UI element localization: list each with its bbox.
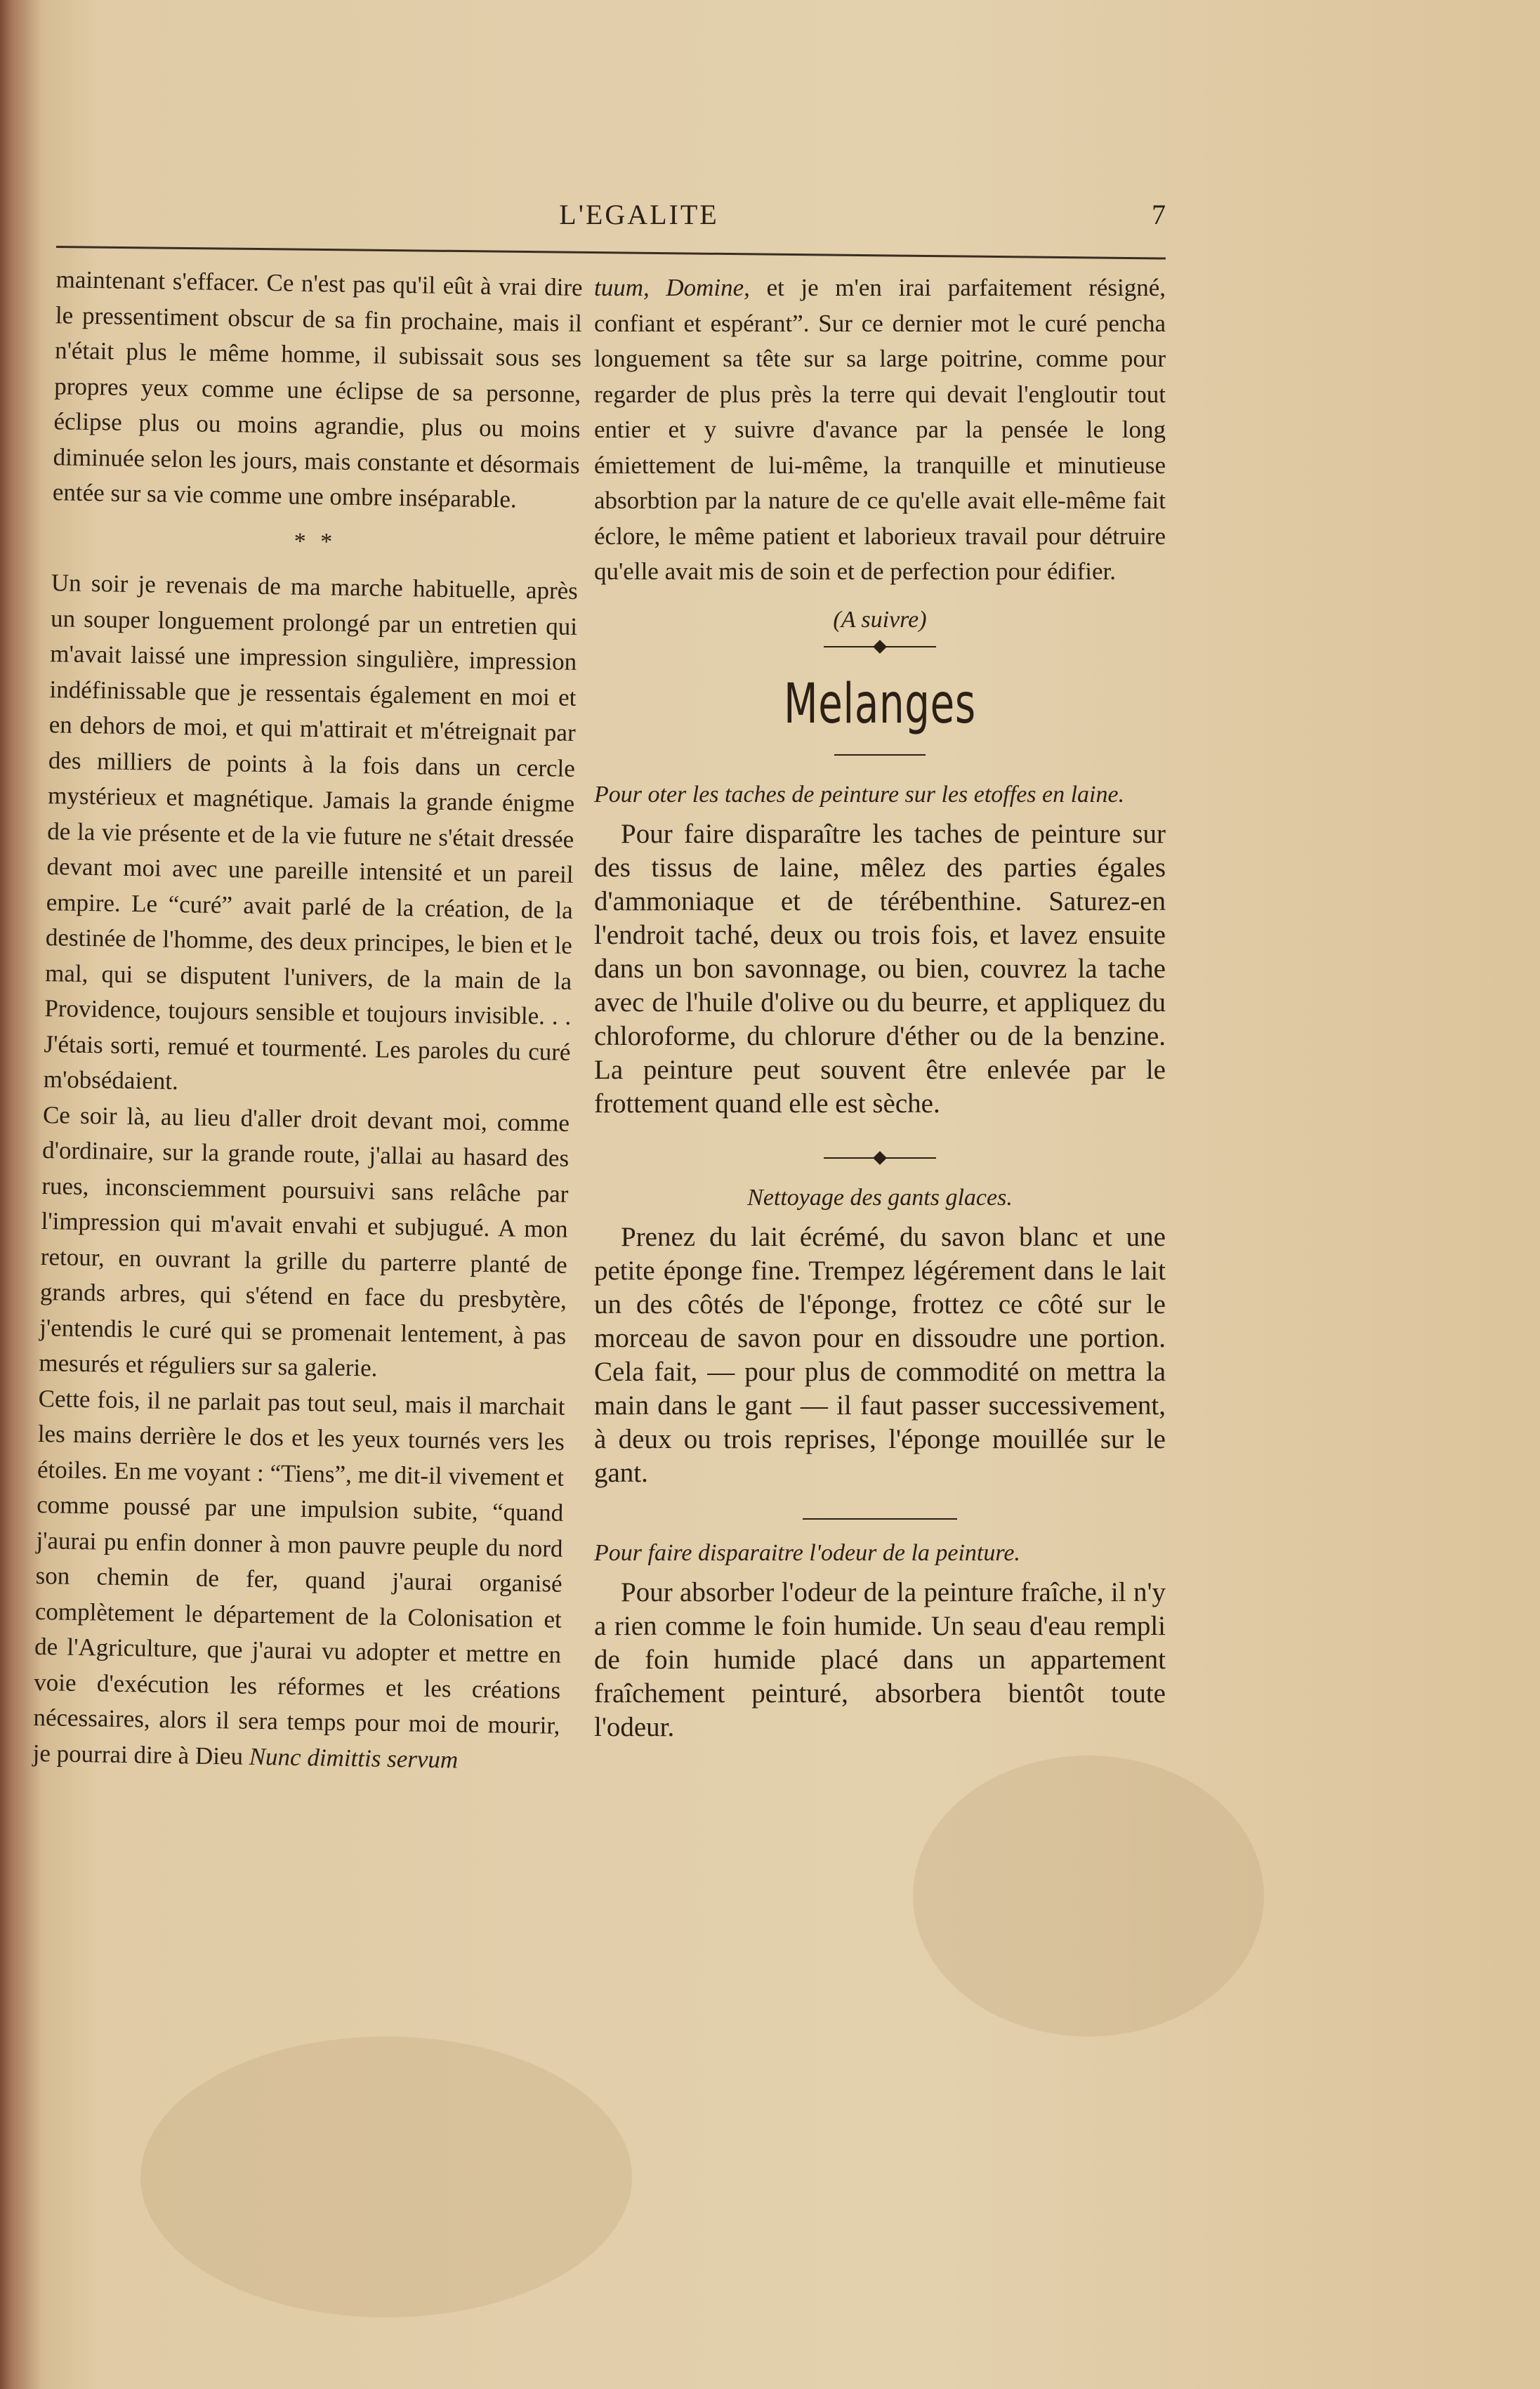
latin-quote: Nunc dimittis servum <box>249 1742 459 1773</box>
section-rule <box>803 1518 957 1520</box>
header-rule <box>56 246 1166 260</box>
paragraph <box>32 1381 565 1779</box>
paragraph-text: Cette fois, il ne parlait pas tout seul, mais il marchait les mains derrière le dos et les yeux tournés vers les étoiles. En me voyant : “Tiens”, me dit-il vivement et comme poussé par une impulsion subite, “quand j'aurai pu enfin donner à mon pauvre peuple du nord son chemin de fer, quand j'aurai organisé complètement le département de la Colonisation et de l'Agriculture, que j'aurai vu adopter et mettre en voie d'exécution les réformes et les créations nécessaires, alors il sera temps pour moi de mourir, je pourrai dire à Dieu <box>32 1384 565 1770</box>
paragraph <box>594 270 1166 590</box>
paragraph: Ce soir là, au lieu d'aller droit devant moi, comme d'ordinaire, sur la grande route, j'allai au hasard des rues, inconsciemment poursuivi sans relâche par l'impression qui m'avait envahi et subjugué. A mon retour, en ouvrant la grille du parterre planté de grands arbres, qui s'étend en face du presbytère, j'entendis le curé qui se promenait lentement, à pas mesurés et réguliers sur sa galerie. <box>39 1100 570 1382</box>
item-body: Prenez du lait écrémé, du savon blanc et une petite éponge fine. Trempez légérement dans le lait un des côtés de l'éponge, frottez ce côté sur le morceau de savon pour en dissoudre une portion. Cela fait, — pour plus de commodité on mettra la main dans le gant — il faut passer successivement, à deux ou trois reprises, l'éponge mouillée sur le gant. <box>594 1222 1166 1488</box>
latin-quote: tuum, Domine, <box>594 274 750 301</box>
item-heading: Nettoyage des gants glaces. <box>747 1185 1013 1211</box>
paper-stain <box>913 1756 1264 2036</box>
right-column <box>594 270 1166 1744</box>
item-heading: Pour faire disparaitre l'odeur de la peinture. <box>594 1540 1020 1566</box>
left-column <box>32 262 583 1779</box>
title-rule <box>834 754 926 756</box>
page-number: 7 <box>1152 199 1166 230</box>
to-be-continued: (A suivre) <box>833 606 927 633</box>
page-header <box>84 198 1166 247</box>
section-title: Melanges <box>784 673 976 736</box>
paragraph-text: et je m'en irai parfaitement résigné, confiant et espérant”. Sur ce dernier mot le curé pencha longuement sa tête sur sa large poitrine, comme pour regarder de plus près la terre qui devait l'engloutir tout entier et y suivre d'avance par la pensée le long émiettement de lui-même, la tranquille et minutieuse absorbtion par la nature de ce qu'elle avait elle-même fait éclore, le même patient et laborieux travail pour détruire qu'elle avait mis de soin et de perfection pour édifier. <box>594 274 1166 585</box>
newspaper-title: L'EGALITE <box>559 199 719 230</box>
section-separator: * * <box>294 528 337 555</box>
ornament-separator <box>594 1149 1166 1167</box>
paper-stain <box>140 2036 632 2317</box>
paragraph: maintenant s'effacer. Ce n'est pas qu'il eût à vrai dire le pressentiment obscur de sa fin prochaine, mais il n'était plus le même homme, il subissait sous ses propres yeux comme une éclipse de sa personne, éclipse plus ou moins agrandie, plus ou moins diminuée selon les jours, mais constante et désormais entée sur sa vie comme une ombre inséparable. <box>52 265 583 513</box>
paragraph: Un soir je revenais de ma marche habituelle, après un souper longuement prolongé par un entretien qui m'avait laissé une impression singulière, impression indéfinissable que je ressentais également en moi et en dehors de moi, et qui m'attirait et m'étreignait par des milliers de points à la fois dans un cercle mystérieux et magnétique. Jamais la grande énigme de la vie présente et de la vie future ne s'était dressée devant moi avec une pareille intensité et un pareil empire. Le “curé” avait parlé de la création, de la destinée de l'homme, des deux principes, le bien et le mal, qui se disputent l'univers, de la main de la Providence, toujours sensible et toujours invisible. . . J'étais sorti, remué et tourmenté. Les paroles du curé m'obsédaient. <box>43 569 579 1095</box>
item-heading: Pour oter les taches de peinture sur les etoffes en laine. <box>594 782 1125 808</box>
item-body: Pour absorber l'odeur de la peinture fraîche, il n'y a rien comme le foin humide. Un seau d'eau rempli de foin humide placé dans un appartement fraîchement peinturé, absorbera bientôt toute l'odeur. <box>594 1577 1166 1742</box>
ornament-separator <box>594 638 1166 656</box>
item-body: Pour faire disparaître les taches de peinture sur des tissus de laine, mêlez des parties égales d'ammoniaque et de térébenthine. Saturez-en l'endroit taché, deux ou trois fois, et lavez ensuite dans un bon savonnage, ou bien, couvrez la tache avec de l'huile d'olive ou du beurre, et appliquez du chloroforme, du chlorure d'éther ou de la benzine. La peinture peut souvent être enlevée par le frottement quand elle est sèche. <box>594 819 1166 1119</box>
